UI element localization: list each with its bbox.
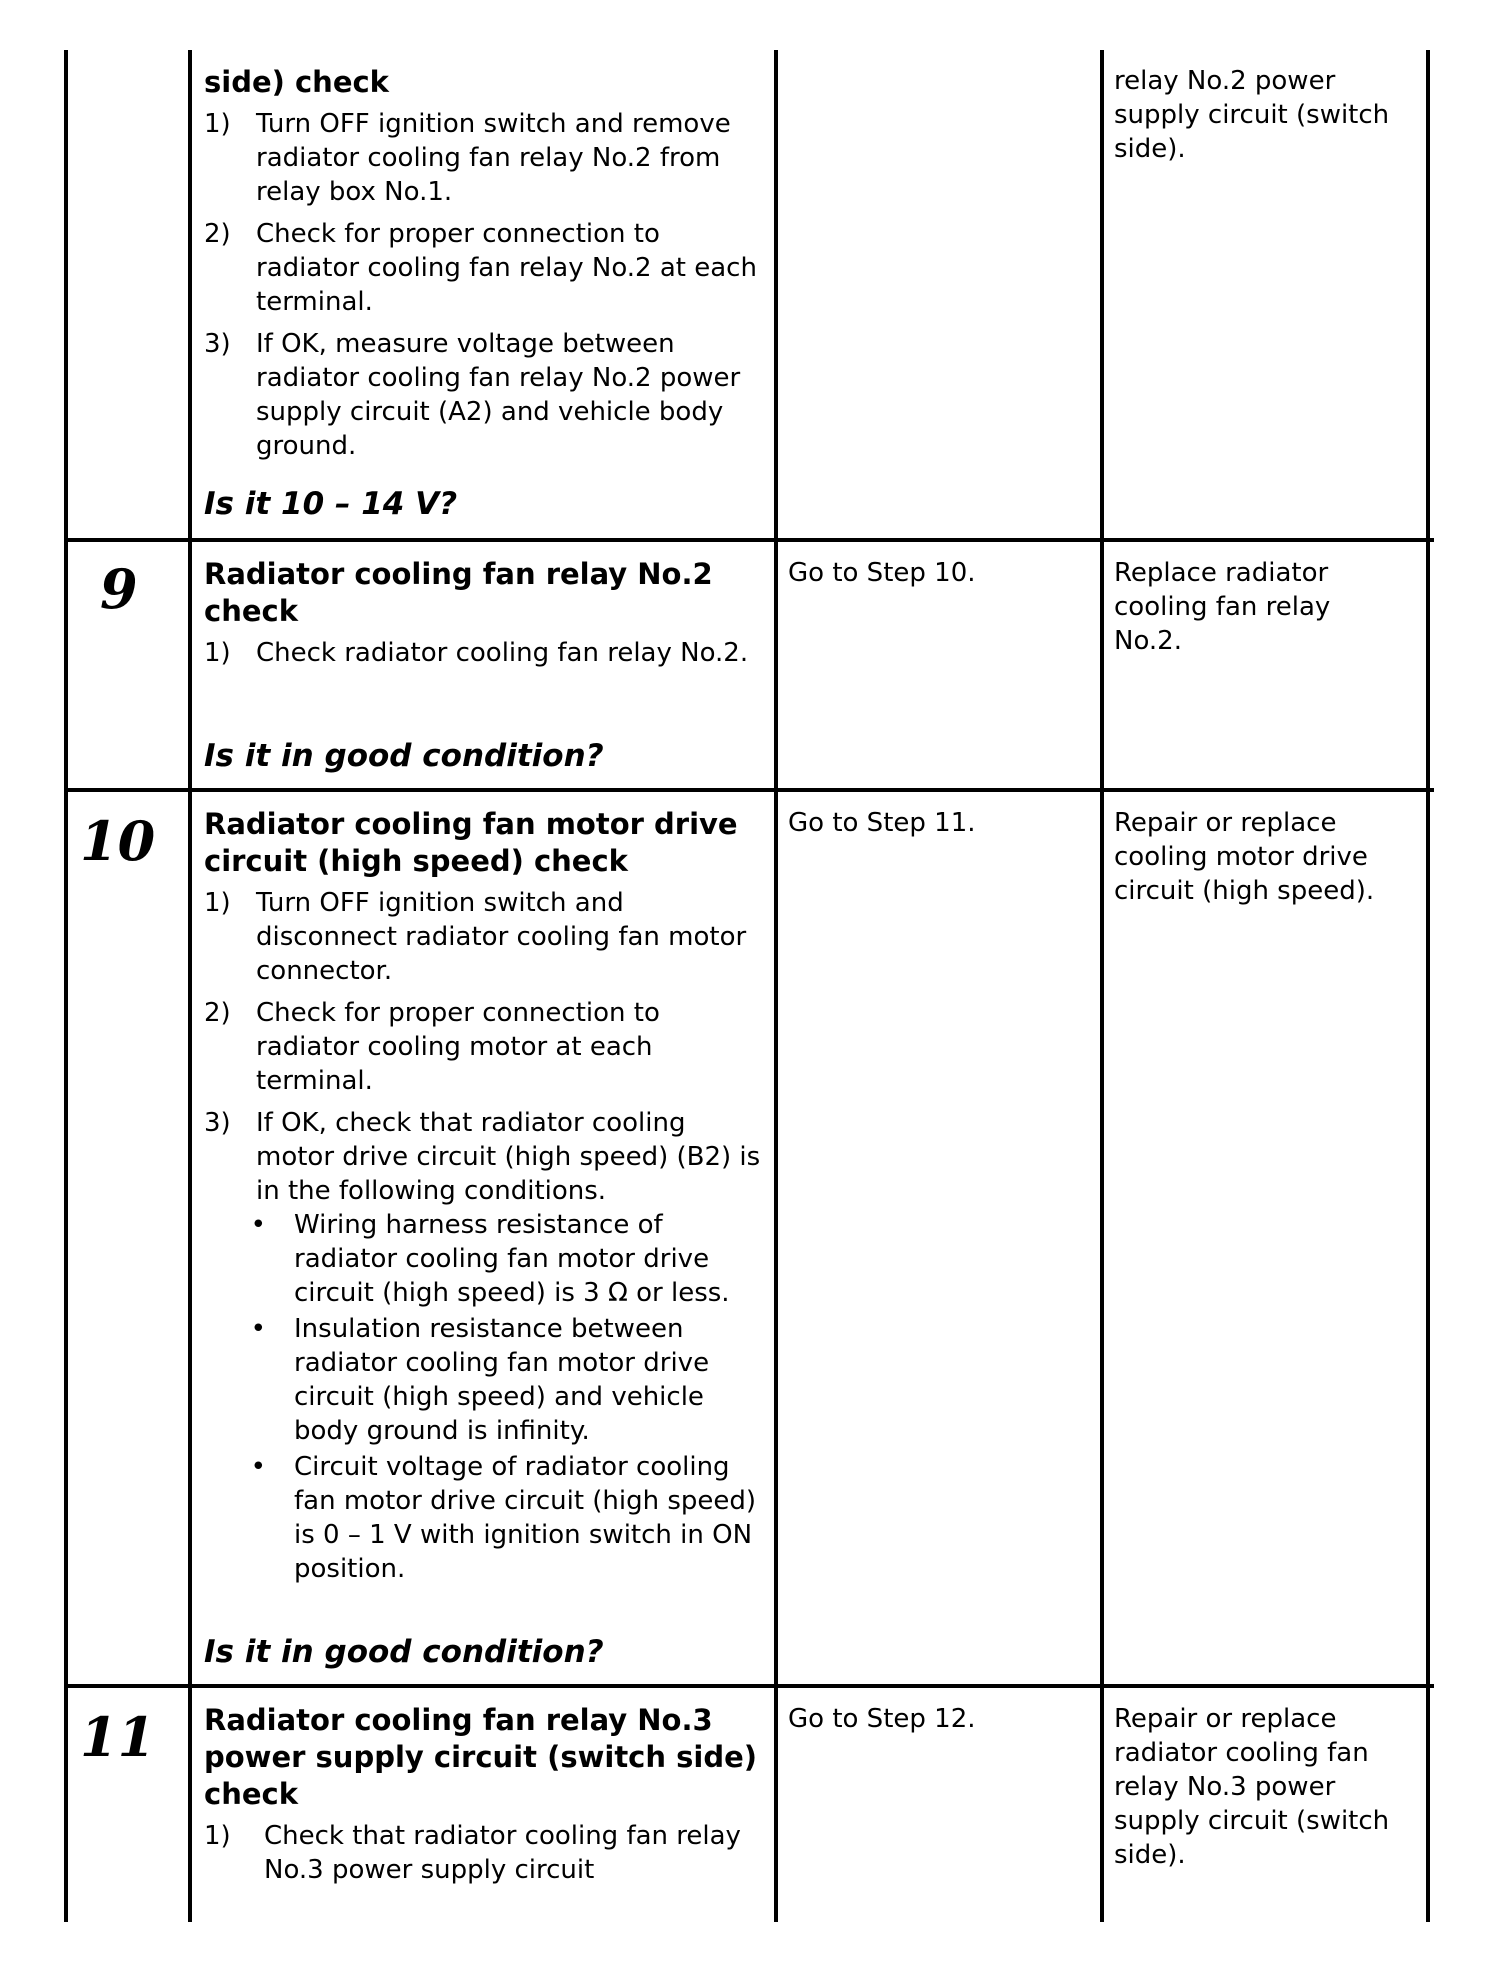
step-11-action bbox=[204, 1702, 764, 1895]
step-9-no: Replace radiator cooling fan relay No.2. bbox=[1114, 558, 1331, 656]
procedure-list bbox=[204, 636, 764, 670]
step-number: 9 bbox=[100, 557, 138, 621]
procedure-item: 1) Check radiator cooling fan relay No.2. bbox=[204, 638, 749, 668]
condition-list bbox=[242, 1208, 764, 1586]
procedure-list bbox=[204, 1819, 764, 1887]
step-number: 11 bbox=[80, 1705, 156, 1769]
condition-item: • Insulation resistance between radiator cooling fan motor drive circuit (high speed) and vehicle body ground is infinity. bbox=[250, 1314, 710, 1446]
step-number: 10 bbox=[80, 809, 156, 873]
condition-item: • Circuit voltage of radiator cooling fan motor drive circuit (high speed) is 0 – 1 V with ignition switch in ON position. bbox=[250, 1452, 757, 1584]
step-9-action bbox=[204, 556, 764, 678]
step-9-yes: Go to Step 10. bbox=[788, 558, 976, 588]
procedure-list bbox=[204, 107, 764, 463]
procedure-item: 1) Turn OFF ignition switch and remove radiator cooling fan relay No.2 from relay box No.1. bbox=[204, 109, 731, 207]
row-continued-action bbox=[204, 64, 764, 471]
step-11-no: Repair or replace radiator cooling fan relay No.3 power supply circuit (switch side). bbox=[1114, 1704, 1390, 1870]
procedure-list bbox=[204, 886, 764, 1586]
procedure-item: 1) Check that radiator cooling fan relay No.3 power supply circuit bbox=[204, 1821, 741, 1885]
step-question: Is it in good condition? bbox=[204, 1634, 604, 1670]
column-divider-3 bbox=[1100, 50, 1104, 1922]
step-title: Radiator cooling fan motor drive circuit (high speed) check bbox=[204, 807, 738, 878]
step-10-action bbox=[204, 806, 764, 1594]
step-10-no: Repair or replace cooling motor drive circuit (high speed). bbox=[1114, 808, 1375, 906]
procedure-item: 1) Turn OFF ignition switch and disconnect radiator cooling fan motor connector. bbox=[204, 888, 747, 986]
row-divider-11 bbox=[66, 1684, 1434, 1688]
step-11-yes: Go to Step 12. bbox=[788, 1704, 976, 1734]
procedure-item: 3) If OK, measure voltage between radiator cooling fan relay No.2 power supply circuit (A2) and vehicle body ground. bbox=[204, 329, 741, 461]
procedure-item: 2) Check for proper connection to radiator cooling fan relay No.2 at each terminal. bbox=[204, 219, 757, 317]
step-title: Radiator cooling fan relay No.2 check bbox=[204, 557, 713, 628]
step-title: Radiator cooling fan relay No.3 power supply circuit (switch side) check bbox=[204, 1703, 757, 1811]
table-border-left bbox=[64, 50, 68, 1922]
column-divider-1 bbox=[188, 50, 192, 1922]
step-question: Is it in good condition? bbox=[204, 738, 604, 774]
row-divider-9 bbox=[66, 538, 1434, 542]
column-divider-2 bbox=[774, 50, 778, 1922]
row-continued-no: relay No.2 power supply circuit (switch side). bbox=[1114, 66, 1390, 164]
step-10-yes: Go to Step 11. bbox=[788, 808, 976, 838]
procedure-item: 3) If OK, check that radiator cooling motor drive circuit (high speed) (B2) is in the following conditions. • Wiring harness resistance of radiator cooling fan motor drive circuit (high speed) is 3 Ω or less. • Insulation resistance between radiator cooling fan motor drive circuit (high speed) and vehicle body ground is infinity. • Circuit voltage of radiator cooling fan motor drive circuit (high speed) is 0 – 1 V with ignition switch in ON position. bbox=[204, 1106, 764, 1586]
condition-item: • Wiring harness resistance of radiator cooling fan motor drive circuit (high speed) is 3 Ω or less. bbox=[250, 1210, 730, 1308]
procedure-item: 2) Check for proper connection to radiator cooling motor at each terminal. bbox=[204, 998, 660, 1096]
step-question: Is it 10 – 14 V? bbox=[204, 486, 458, 522]
row-divider-10 bbox=[66, 788, 1434, 792]
step-title: side) check bbox=[204, 65, 389, 99]
table-border-right bbox=[1426, 50, 1430, 1922]
